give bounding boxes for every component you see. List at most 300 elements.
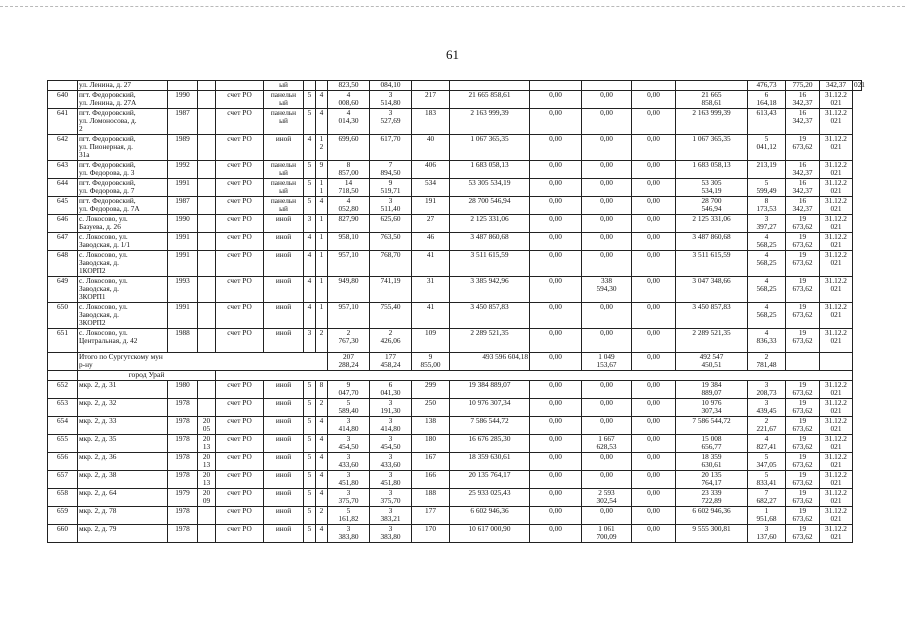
fund-cell-3: 0,00 bbox=[632, 435, 676, 453]
deadline-cell: 31.12.2 021 bbox=[820, 161, 853, 179]
floors-cell: 5 bbox=[304, 435, 316, 453]
fund-cell-3: 0,00 bbox=[632, 525, 676, 543]
deadline-cell: 31.12.2 021 bbox=[820, 179, 853, 197]
cost-per-sqm-cell: 3 137,60 bbox=[748, 525, 786, 543]
wall-material-cell: иной bbox=[264, 471, 304, 489]
total-area-cell: 823,50 bbox=[328, 81, 370, 91]
wall-material-cell: ый bbox=[264, 81, 304, 91]
living-area-cell: 3 375,70 bbox=[370, 489, 412, 507]
total-area-cell: 4 008,60 bbox=[328, 91, 370, 109]
deadline-cell: 342,37 bbox=[820, 81, 853, 91]
wall-material-cell: иной bbox=[264, 453, 304, 471]
limit-cost-cell: 16 342,37 bbox=[786, 179, 820, 197]
row-number-cell: 660 bbox=[48, 525, 78, 543]
residents-cell: 41 bbox=[412, 303, 450, 329]
total-cost-cell: 18 359 630,61 bbox=[450, 453, 530, 471]
residents-cell: 180 bbox=[412, 435, 450, 453]
fund-cell-1: 0,00 bbox=[530, 179, 582, 197]
total-cost-cell: 2 125 331,06 bbox=[450, 215, 530, 233]
table-row bbox=[48, 489, 862, 507]
floors-cell: 3 bbox=[304, 215, 316, 233]
entrances-cell: 1 2 bbox=[316, 135, 328, 161]
entrances-cell: 1 bbox=[316, 215, 328, 233]
limit-cost-cell: 19 673,62 bbox=[786, 471, 820, 489]
limit-cost-cell: 19 673,62 bbox=[786, 251, 820, 277]
address-cell: пгт. Федоровский, ул. Ленина, д. 27А bbox=[78, 91, 168, 109]
fund-cell-2: 0,00 bbox=[582, 417, 632, 435]
row-number-cell: 654 bbox=[48, 417, 78, 435]
fund-cell-2: 338 594,30 bbox=[582, 277, 632, 303]
wall-material-cell: иной bbox=[264, 233, 304, 251]
row-number-cell: 658 bbox=[48, 489, 78, 507]
wall-material-cell: иной bbox=[264, 507, 304, 525]
entrances-cell: 4 bbox=[316, 197, 328, 215]
living-area-cell: 763,50 bbox=[370, 233, 412, 251]
city-spacer-cell bbox=[48, 371, 78, 381]
subtotal-value-cell: 1 049 153,67 bbox=[582, 353, 632, 371]
wall-material-cell: иной bbox=[264, 329, 304, 353]
wall-material-cell: панельн ый bbox=[264, 91, 304, 109]
deadline-cell: 31.12.2 021 bbox=[820, 399, 853, 417]
cost-per-sqm-cell: 5 041,12 bbox=[748, 135, 786, 161]
table-row bbox=[48, 303, 862, 329]
address-cell: с. Локосово, ул. Базуева, д. 26 bbox=[78, 215, 168, 233]
total-area-cell: 827,90 bbox=[328, 215, 370, 233]
cost-per-sqm-cell: 3 439,45 bbox=[748, 399, 786, 417]
address-cell: с. Локосово, ул. Заводская, д. 1КОРП2 bbox=[78, 251, 168, 277]
total-area-cell: 3 454,50 bbox=[328, 435, 370, 453]
residents-cell: 167 bbox=[412, 453, 450, 471]
year-overhaul-cell bbox=[198, 277, 216, 303]
year-built-cell: 1978 bbox=[168, 417, 198, 435]
living-area-cell: 3 454,50 bbox=[370, 435, 412, 453]
wall-material-cell: иной bbox=[264, 135, 304, 161]
fund-cell-2: 0,00 bbox=[582, 197, 632, 215]
wall-material-cell: иной bbox=[264, 215, 304, 233]
total-cost-cell bbox=[450, 81, 530, 91]
living-area-cell: 3 433,60 bbox=[370, 453, 412, 471]
wall-material-cell: панельн ый bbox=[264, 109, 304, 135]
fund-method-cell: счет РО bbox=[216, 277, 264, 303]
total-cost-cell: 28 700 546,94 bbox=[450, 197, 530, 215]
year-overhaul-cell bbox=[198, 525, 216, 543]
deadline-cell: 31.12.2 021 bbox=[820, 329, 853, 353]
entrances-cell: 9 bbox=[316, 161, 328, 179]
year-built-cell: 1978 bbox=[168, 453, 198, 471]
table-row bbox=[48, 381, 862, 399]
total-area-cell: 4 052,80 bbox=[328, 197, 370, 215]
fund-cell-1: 0,00 bbox=[530, 161, 582, 179]
fund-cell-2: 0,00 bbox=[582, 135, 632, 161]
owner-funds-cell: 20 135 764,17 bbox=[676, 471, 748, 489]
limit-cost-cell: 16 342,37 bbox=[786, 91, 820, 109]
row-number-cell: 646 bbox=[48, 215, 78, 233]
total-area-cell: 699,60 bbox=[328, 135, 370, 161]
owner-funds-cell: 3 047 348,66 bbox=[676, 277, 748, 303]
entrances-cell: 8 bbox=[316, 381, 328, 399]
deadline-cell: 31.12.2 021 bbox=[820, 277, 853, 303]
fund-method-cell: счет РО bbox=[216, 417, 264, 435]
fund-method-cell: счет РО bbox=[216, 435, 264, 453]
entrances-cell: 2 bbox=[316, 399, 328, 417]
address-cell: пгт. Федоровский, ул. Федорова, д. 7 bbox=[78, 179, 168, 197]
residents-cell bbox=[412, 81, 450, 91]
row-number-cell: 649 bbox=[48, 277, 78, 303]
total-cost-cell: 1 683 058,13 bbox=[450, 161, 530, 179]
year-overhaul-cell bbox=[198, 161, 216, 179]
wall-material-cell: панельн ый bbox=[264, 197, 304, 215]
residents-cell: 177 bbox=[412, 507, 450, 525]
fund-cell-3: 0,00 bbox=[632, 251, 676, 277]
table-row bbox=[48, 91, 862, 109]
limit-cost-cell: 16 342,37 bbox=[786, 161, 820, 179]
fund-cell-3: 0,00 bbox=[632, 329, 676, 353]
total-cost-cell: 10 976 307,34 bbox=[450, 399, 530, 417]
address-cell: ул. Ленина, д. 27 bbox=[78, 81, 168, 91]
row-number-cell: 652 bbox=[48, 381, 78, 399]
living-area-cell: 9 519,71 bbox=[370, 179, 412, 197]
living-area-cell: 625,60 bbox=[370, 215, 412, 233]
address-cell: с. Локосово, ул. Заводская, д. 3КОРП2 bbox=[78, 303, 168, 329]
cost-per-sqm-cell: 7 682,27 bbox=[748, 489, 786, 507]
total-area-cell: 3 414,80 bbox=[328, 417, 370, 435]
limit-cost-cell: 19 673,62 bbox=[786, 507, 820, 525]
fund-cell-2: 0,00 bbox=[582, 233, 632, 251]
entrances-cell: 4 bbox=[316, 435, 328, 453]
total-cost-cell: 3 511 615,59 bbox=[450, 251, 530, 277]
fund-cell-1: 0,00 bbox=[530, 507, 582, 525]
fund-cell-3: 0,00 bbox=[632, 233, 676, 251]
total-cost-cell: 3 487 860,68 bbox=[450, 233, 530, 251]
year-overhaul-cell bbox=[198, 507, 216, 525]
wall-material-cell: иной bbox=[264, 303, 304, 329]
row-number-cell: 641 bbox=[48, 109, 78, 135]
floors-cell: 5 bbox=[304, 417, 316, 435]
year-built-cell: 1978 bbox=[168, 399, 198, 417]
year-overhaul-cell: 20 09 bbox=[198, 489, 216, 507]
address-cell: мкр. 2, д. 64 bbox=[78, 489, 168, 507]
entrances-cell: 4 bbox=[316, 489, 328, 507]
fund-cell-1: 0,00 bbox=[530, 417, 582, 435]
limit-cost-cell: 19 673,62 bbox=[786, 453, 820, 471]
fund-cell-3: 0,00 bbox=[632, 135, 676, 161]
entrances-cell bbox=[316, 81, 328, 91]
fund-cell-3: 0,00 bbox=[632, 471, 676, 489]
floors-cell: 5 bbox=[304, 471, 316, 489]
floors-cell: 5 bbox=[304, 161, 316, 179]
row-number-cell: 653 bbox=[48, 399, 78, 417]
total-area-cell: 4 014,30 bbox=[328, 109, 370, 135]
owner-funds-cell: 9 555 300,81 bbox=[676, 525, 748, 543]
fund-cell-2: 0,00 bbox=[582, 251, 632, 277]
city-name-cell: город Урай bbox=[78, 371, 216, 381]
table-row bbox=[48, 161, 862, 179]
deadline-cell: 31.12.2 021 bbox=[820, 109, 853, 135]
fund-cell-2: 0,00 bbox=[582, 215, 632, 233]
deadline-cell: 31.12.2 021 bbox=[820, 215, 853, 233]
subtotal-value-cell: 492 547 450,51 bbox=[676, 353, 748, 371]
subtotal-value-cell: 0,00 bbox=[632, 353, 676, 371]
residents-cell: 40 bbox=[412, 135, 450, 161]
table-row bbox=[48, 525, 862, 543]
total-cost-cell: 2 289 521,35 bbox=[450, 329, 530, 353]
owner-funds-cell: 15 008 656,77 bbox=[676, 435, 748, 453]
page-number: 61 bbox=[446, 47, 459, 62]
deadline-cell: 31.12.2 021 bbox=[820, 525, 853, 543]
fund-cell-1 bbox=[530, 81, 582, 91]
year-overhaul-cell bbox=[198, 179, 216, 197]
residents-cell: 170 bbox=[412, 525, 450, 543]
address-cell: с. Локосово, ул. Центральная, д. 42 bbox=[78, 329, 168, 353]
total-cost-cell: 16 676 285,30 bbox=[450, 435, 530, 453]
total-area-cell: 3 433,60 bbox=[328, 453, 370, 471]
residents-cell: 27 bbox=[412, 215, 450, 233]
entrances-cell: 1 bbox=[316, 303, 328, 329]
residents-cell: 166 bbox=[412, 471, 450, 489]
fund-cell-2: 0,00 bbox=[582, 471, 632, 489]
address-cell: мкр. 2, д. 36 bbox=[78, 453, 168, 471]
year-built-cell: 1990 bbox=[168, 91, 198, 109]
living-area-cell: 3 514,80 bbox=[370, 91, 412, 109]
total-cost-cell: 19 384 889,07 bbox=[450, 381, 530, 399]
total-area-cell: 5 589,40 bbox=[328, 399, 370, 417]
fund-cell-2: 0,00 bbox=[582, 161, 632, 179]
living-area-cell: 3 414,80 bbox=[370, 417, 412, 435]
limit-cost-cell: 19 673,62 bbox=[786, 399, 820, 417]
total-cost-cell: 3 450 857,83 bbox=[450, 303, 530, 329]
fund-cell-3 bbox=[632, 81, 676, 91]
owner-funds-cell: 3 450 857,83 bbox=[676, 303, 748, 329]
subtotal-value-cell: 493 596 604,18 bbox=[450, 353, 530, 371]
year-overhaul-cell bbox=[198, 303, 216, 329]
wall-material-cell: иной bbox=[264, 435, 304, 453]
year-built-cell: 1978 bbox=[168, 471, 198, 489]
floors-cell: 5 bbox=[304, 91, 316, 109]
year-overhaul-cell bbox=[198, 81, 216, 91]
row-number-cell: 651 bbox=[48, 329, 78, 353]
wall-material-cell: иной bbox=[264, 381, 304, 399]
fund-cell-2: 0,00 bbox=[582, 381, 632, 399]
year-overhaul-cell bbox=[198, 215, 216, 233]
deadline-cell: 31.12.2 021 bbox=[820, 197, 853, 215]
table-row bbox=[48, 471, 862, 489]
total-cost-cell: 1 067 365,35 bbox=[450, 135, 530, 161]
total-cost-cell: 7 586 544,72 bbox=[450, 417, 530, 435]
cost-per-sqm-cell: 4 568,25 bbox=[748, 233, 786, 251]
fund-cell-3: 0,00 bbox=[632, 91, 676, 109]
subtotal-row bbox=[48, 353, 862, 371]
floors-cell: 5 bbox=[304, 489, 316, 507]
wall-material-cell: иной bbox=[264, 525, 304, 543]
cost-per-sqm-cell: 5 833,41 bbox=[748, 471, 786, 489]
subtotal-value-cell: 0,00 bbox=[530, 353, 582, 371]
table-row bbox=[48, 453, 862, 471]
limit-cost-cell: 19 673,62 bbox=[786, 303, 820, 329]
year-built-cell: 1989 bbox=[168, 135, 198, 161]
residents-cell: 250 bbox=[412, 399, 450, 417]
residents-cell: 31 bbox=[412, 277, 450, 303]
fund-cell-1: 0,00 bbox=[530, 135, 582, 161]
row-number-cell: 659 bbox=[48, 507, 78, 525]
row-number-cell: 655 bbox=[48, 435, 78, 453]
total-area-cell: 9 047,70 bbox=[328, 381, 370, 399]
fund-cell-3: 0,00 bbox=[632, 417, 676, 435]
subtotal-value-cell: 2 781,48 bbox=[748, 353, 786, 371]
living-area-cell: 3 383,80 bbox=[370, 525, 412, 543]
table-row bbox=[48, 329, 862, 353]
entrances-cell: 2 bbox=[316, 329, 328, 353]
total-cost-cell: 2 163 999,39 bbox=[450, 109, 530, 135]
deadline-cell: 31.12.2 021 bbox=[820, 135, 853, 161]
floors-cell: 5 bbox=[304, 179, 316, 197]
floors-cell: 5 bbox=[304, 381, 316, 399]
floors-cell: 4 bbox=[304, 303, 316, 329]
fund-cell-1: 0,00 bbox=[530, 453, 582, 471]
table-row bbox=[48, 109, 862, 135]
floors-cell: 5 bbox=[304, 453, 316, 471]
total-cost-cell: 6 602 946,36 bbox=[450, 507, 530, 525]
floors-cell: 3 bbox=[304, 329, 316, 353]
table-row bbox=[48, 81, 862, 91]
cost-per-sqm-cell: 4 568,25 bbox=[748, 277, 786, 303]
residents-cell: 41 bbox=[412, 251, 450, 277]
limit-cost-cell: 16 342,37 bbox=[786, 197, 820, 215]
row-number-cell: 640 bbox=[48, 91, 78, 109]
entrances-cell: 1 1 bbox=[316, 179, 328, 197]
address-cell: мкр. 2, д. 79 bbox=[78, 525, 168, 543]
row-number-cell: 648 bbox=[48, 251, 78, 277]
total-cost-cell: 10 617 000,90 bbox=[450, 525, 530, 543]
living-area-cell: 084,10 bbox=[370, 81, 412, 91]
table-cell: 021 bbox=[854, 80, 865, 89]
year-built-cell: 1993 bbox=[168, 277, 198, 303]
fund-method-cell: счет РО bbox=[216, 215, 264, 233]
fund-cell-2: 0,00 bbox=[582, 453, 632, 471]
owner-funds-cell: 1 683 058,13 bbox=[676, 161, 748, 179]
year-overhaul-cell: 20 13 bbox=[198, 471, 216, 489]
living-area-cell: 3 527,69 bbox=[370, 109, 412, 135]
year-built-cell: 1990 bbox=[168, 215, 198, 233]
fund-cell-3: 0,00 bbox=[632, 179, 676, 197]
deadline-cell: 31.12.2 021 bbox=[820, 435, 853, 453]
fund-cell-2: 0,00 bbox=[582, 329, 632, 353]
fund-cell-1: 0,00 bbox=[530, 381, 582, 399]
owner-funds-cell: 28 700 546,94 bbox=[676, 197, 748, 215]
limit-cost-cell: 19 673,62 bbox=[786, 329, 820, 353]
limit-cost-cell: 19 673,62 bbox=[786, 135, 820, 161]
total-cost-cell: 20 135 764,17 bbox=[450, 471, 530, 489]
subtotal-value-cell bbox=[786, 353, 820, 371]
fund-method-cell: счет РО bbox=[216, 91, 264, 109]
fund-cell-1: 0,00 bbox=[530, 233, 582, 251]
deadline-cell: 31.12.2 021 bbox=[820, 303, 853, 329]
fund-cell-3: 0,00 bbox=[632, 507, 676, 525]
fund-method-cell: счет РО bbox=[216, 251, 264, 277]
table-row bbox=[48, 417, 862, 435]
fund-cell-3: 0,00 bbox=[632, 109, 676, 135]
deadline-cell: 31.12.2 021 bbox=[820, 233, 853, 251]
fund-cell-3: 0,00 bbox=[632, 453, 676, 471]
fund-method-cell bbox=[216, 81, 264, 91]
floors-cell bbox=[304, 81, 316, 91]
fund-cell-1: 0,00 bbox=[530, 277, 582, 303]
fund-method-cell: счет РО bbox=[216, 525, 264, 543]
limit-cost-cell: 16 342,37 bbox=[786, 109, 820, 135]
total-area-cell: 958,10 bbox=[328, 233, 370, 251]
living-area-cell: 768,70 bbox=[370, 251, 412, 277]
address-cell: мкр. 2, д. 38 bbox=[78, 471, 168, 489]
year-overhaul-cell bbox=[198, 251, 216, 277]
fund-method-cell: счет РО bbox=[216, 381, 264, 399]
residents-cell: 188 bbox=[412, 489, 450, 507]
entrances-cell: 1 bbox=[316, 233, 328, 251]
owner-funds-cell: 53 305 534,19 bbox=[676, 179, 748, 197]
table-row bbox=[48, 399, 862, 417]
living-area-cell: 3 383,21 bbox=[370, 507, 412, 525]
cost-per-sqm-cell: 213,19 bbox=[748, 161, 786, 179]
table-row bbox=[48, 197, 862, 215]
owner-funds-cell bbox=[676, 81, 748, 91]
address-cell: мкр. 2, д. 31 bbox=[78, 381, 168, 399]
subtotal-value-cell bbox=[820, 353, 853, 371]
total-area-cell: 2 767,30 bbox=[328, 329, 370, 353]
owner-funds-cell: 3 487 860,68 bbox=[676, 233, 748, 251]
fund-method-cell: счет РО bbox=[216, 489, 264, 507]
year-overhaul-cell bbox=[198, 91, 216, 109]
residents-cell: 299 bbox=[412, 381, 450, 399]
fund-cell-3: 0,00 bbox=[632, 161, 676, 179]
owner-funds-cell: 21 665 858,61 bbox=[676, 91, 748, 109]
floors-cell: 5 bbox=[304, 109, 316, 135]
living-area-cell: 741,19 bbox=[370, 277, 412, 303]
limit-cost-cell: 19 673,62 bbox=[786, 215, 820, 233]
fund-cell-1: 0,00 bbox=[530, 435, 582, 453]
owner-funds-cell: 3 511 615,59 bbox=[676, 251, 748, 277]
year-overhaul-cell bbox=[198, 197, 216, 215]
table-row bbox=[48, 435, 862, 453]
deadline-cell: 31.12.2 021 bbox=[820, 381, 853, 399]
fund-method-cell: счет РО bbox=[216, 161, 264, 179]
fund-method-cell: счет РО bbox=[216, 135, 264, 161]
limit-cost-cell: 19 673,62 bbox=[786, 417, 820, 435]
table-row bbox=[48, 215, 862, 233]
residents-cell: 109 bbox=[412, 329, 450, 353]
owner-funds-cell: 19 384 889,07 bbox=[676, 381, 748, 399]
living-area-cell: 3 511,40 bbox=[370, 197, 412, 215]
city-rest-cell bbox=[216, 371, 853, 381]
year-built-cell: 1992 bbox=[168, 161, 198, 179]
address-cell: пгт. Федоровский, ул. Пионерная, д. 31а bbox=[78, 135, 168, 161]
year-overhaul-cell: 20 13 bbox=[198, 435, 216, 453]
fund-cell-2: 0,00 bbox=[582, 109, 632, 135]
year-built-cell: 1987 bbox=[168, 197, 198, 215]
limit-cost-cell: 19 673,62 bbox=[786, 381, 820, 399]
table-row bbox=[48, 233, 862, 251]
year-built-cell: 1978 bbox=[168, 435, 198, 453]
cost-per-sqm-cell: 1 951,68 bbox=[748, 507, 786, 525]
fund-cell-1: 0,00 bbox=[530, 399, 582, 417]
living-area-cell: 3 451,80 bbox=[370, 471, 412, 489]
year-overhaul-cell bbox=[198, 399, 216, 417]
cost-per-sqm-cell: 3 397,27 bbox=[748, 215, 786, 233]
fund-method-cell: счет РО bbox=[216, 399, 264, 417]
wall-material-cell: иной bbox=[264, 489, 304, 507]
total-area-cell: 949,80 bbox=[328, 277, 370, 303]
limit-cost-cell: 19 673,62 bbox=[786, 489, 820, 507]
fund-cell-2: 0,00 bbox=[582, 303, 632, 329]
fund-cell-2: 0,00 bbox=[582, 507, 632, 525]
cost-per-sqm-cell: 5 347,05 bbox=[748, 453, 786, 471]
